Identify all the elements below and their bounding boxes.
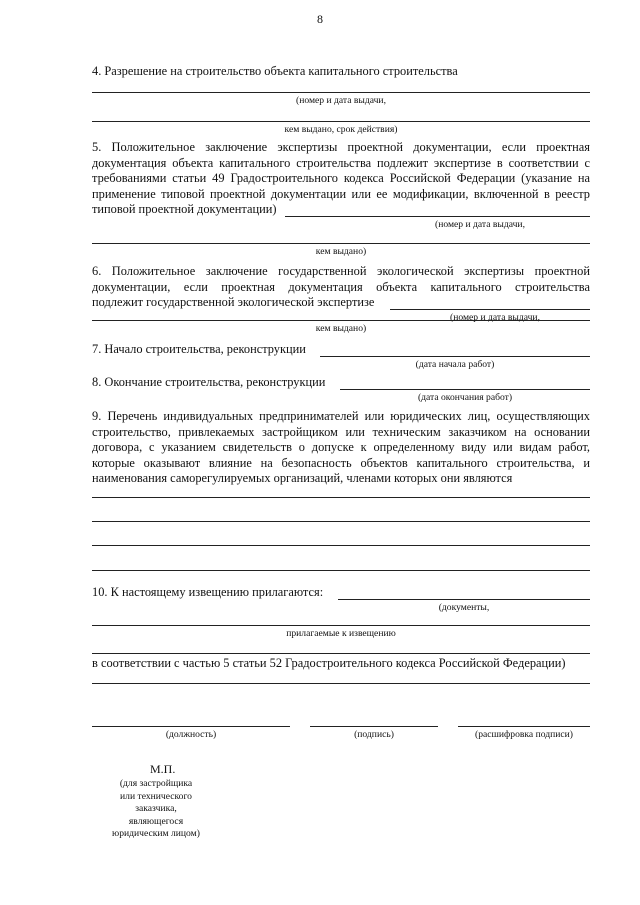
signature-caption: (подпись) bbox=[354, 729, 394, 740]
section-6-caption-2: кем выдано) bbox=[315, 323, 367, 334]
section-9-line-4: которые оказывают влияние на безопасность объектов капитального строительства, и bbox=[92, 455, 590, 470]
position-caption: (должность) bbox=[165, 729, 217, 740]
section-9-field-line-4[interactable] bbox=[92, 570, 590, 571]
section-5-line-5: типовой проектной документации) bbox=[92, 202, 277, 217]
stamp-note-line: юридическим лицом) bbox=[112, 828, 200, 840]
section-9-field-line-3[interactable] bbox=[92, 545, 590, 546]
section-10-caption-2: прилагаемые к извещению bbox=[286, 628, 396, 639]
stamp-note-line: являющегося bbox=[128, 815, 184, 827]
section-5-field-line[interactable] bbox=[285, 216, 590, 217]
section-5-line-2-field[interactable] bbox=[92, 243, 590, 244]
section-4-caption-1: (номер и дата выдачи, bbox=[296, 95, 386, 106]
stamp-note bbox=[96, 778, 216, 841]
section-9-field-line-2[interactable] bbox=[92, 521, 590, 522]
section-5-line-3: требованиями статьи 49 Градостроительного кодекса Российской Федерации (указание на bbox=[92, 171, 590, 186]
section-9-line-5: наименования саморегулируемых организаций, членами которых они являются bbox=[92, 471, 513, 486]
section-8-title: 8. Окончание строительства, реконструкции bbox=[92, 375, 326, 389]
section-4-title: 4. Разрешение на строительство объекта капитального строительства bbox=[92, 64, 458, 78]
signature-field-line[interactable] bbox=[310, 726, 438, 727]
page-number: 8 bbox=[317, 12, 323, 26]
section-5-caption-2: кем выдано) bbox=[315, 246, 367, 257]
section-9-line-2: строительство, привлекаемых застройщиком или техническим заказчиком на основании bbox=[92, 424, 590, 439]
section-9-line-1: 9. Перечень индивидуальных предпринимателей или юридических лиц, осуществляющих bbox=[92, 409, 590, 423]
section-9-field-line-1[interactable] bbox=[92, 497, 590, 498]
section-8-field-line[interactable] bbox=[340, 389, 590, 390]
section-4-line-1[interactable] bbox=[92, 92, 590, 93]
section-8-caption: (дата окончания работ) bbox=[417, 392, 513, 403]
section-6-caption-1: (номер и дата выдачи, bbox=[450, 312, 540, 323]
signature-decode-field-line[interactable] bbox=[458, 726, 590, 727]
stamp-note-line: или технического bbox=[120, 790, 192, 802]
section-10-field-line-4[interactable] bbox=[92, 683, 590, 684]
section-4-caption-2: кем выдано, срок действия) bbox=[284, 124, 398, 135]
stamp-note-line: (для застройщика bbox=[119, 778, 193, 789]
section-7-caption: (дата начала работ) bbox=[415, 359, 495, 370]
section-5-line-4: применение типовой проектной документации или ее модификации, включенной в реестр bbox=[92, 186, 590, 201]
section-9-line-3: договора, с указанием свидетельств о допуске к определенному виду или видам работ, bbox=[92, 440, 590, 455]
section-10-line-3: в соответствии с частью 5 статьи 52 Градостроительного кодекса Российской Федерации) bbox=[92, 656, 566, 670]
section-10-field-line[interactable] bbox=[338, 599, 590, 600]
section-5-caption-1: (номер и дата выдачи, bbox=[435, 219, 525, 230]
stamp-mp: М.П. bbox=[150, 762, 176, 776]
position-field-line[interactable] bbox=[92, 726, 290, 727]
section-6-line-2: документации, если проектная документация объекта капитального строительства bbox=[92, 279, 590, 294]
section-6-line-1: 6. Положительное заключение государственной экологической экспертизы проектной bbox=[92, 264, 590, 278]
signature-decode-caption: (расшифровка подписи) bbox=[475, 729, 573, 740]
section-10-field-line-2[interactable] bbox=[92, 625, 590, 626]
stamp-note-line: заказчика, bbox=[135, 803, 177, 815]
section-7-field-line[interactable] bbox=[320, 356, 590, 357]
section-4-line-2[interactable] bbox=[92, 121, 590, 122]
section-6-line-2-field[interactable] bbox=[92, 320, 590, 321]
section-10-title: 10. К настоящему извещению прилагаются: bbox=[92, 585, 324, 599]
section-5-line-1: 5. Положительное заключение экспертизы проектной документации, если проектная bbox=[92, 140, 590, 154]
section-5-line-2: документация объекта капитального строительства подлежит экспертизе в соответствии с bbox=[92, 155, 590, 170]
section-7-title: 7. Начало строительства, реконструкции bbox=[92, 342, 306, 356]
section-10-field-line-3[interactable] bbox=[92, 653, 590, 654]
section-6-field-line[interactable] bbox=[390, 309, 590, 310]
section-10-caption-1: (документы, bbox=[438, 602, 490, 613]
section-6-line-3: подлежит государственной экологической экспертизе bbox=[92, 295, 375, 310]
